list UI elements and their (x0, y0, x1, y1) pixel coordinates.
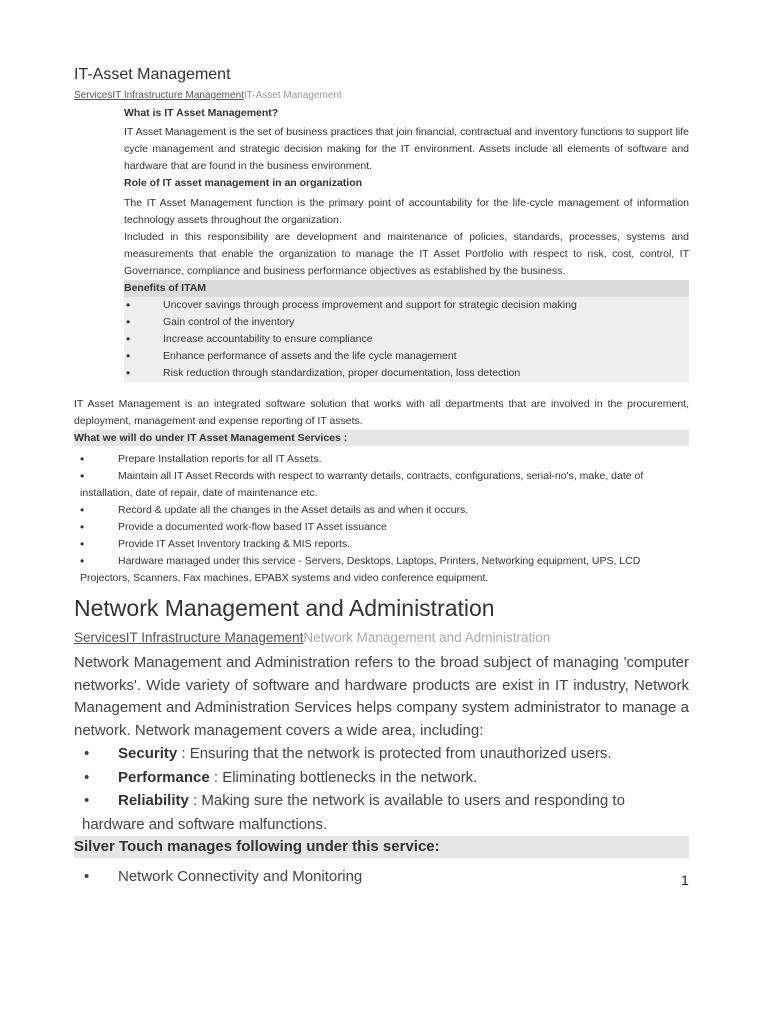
itam-title: IT-Asset Management (74, 66, 231, 83)
list-item-performance (82, 766, 689, 790)
list-item: • Record & update all the changes in the Asset details as and when it occurs. (80, 502, 690, 519)
breadcrumb-infra-link[interactable]: IT Infrastructure Management (112, 90, 244, 101)
list-item-reliability (82, 789, 689, 813)
list-item-connectivity: • Network Connectivity and Monitoring (82, 866, 362, 888)
breadcrumb-current: Network Management and Administration (303, 630, 551, 645)
benefits-box (124, 280, 689, 382)
list-item: • Maintain all IT Asset Records with respect to warranty details, contracts, configurations, serial-no's, make, date of (80, 468, 690, 485)
role-heading: Role of IT asset management in an organization (124, 177, 363, 189)
what-heading: What is IT Asset Management? (124, 107, 279, 119)
breadcrumb-current: IT-Asset Management (243, 90, 342, 101)
silver-touch-heading: Silver Touch manages following under this service: (74, 836, 689, 858)
nma-breadcrumb (74, 630, 550, 645)
benefits-list (124, 297, 689, 382)
term-reliability: Reliability (118, 792, 189, 809)
nma-intro: Network Management and Administration refers to the broad subject of managing 'computer networks'. Wide variety of software and hardware products are exist in IT industry, Network Management and Administration Services helps company system administrator to manage a network. Network management covers a wide area, including: (74, 654, 689, 739)
list-item: • Increase accountability to ensure compliance (124, 331, 689, 348)
list-item: • Prepare Installation reports for all IT Assets. (80, 451, 690, 468)
list-item-continuation: Projectors, Scanners, Fax machines, EPABX systems and video conference equipment. (80, 572, 489, 584)
list-item: • Risk reduction through standardization, proper documentation, loss detection (124, 365, 689, 382)
desc-reliability: : Making sure the network is available to users and responding to (188, 792, 625, 809)
itam-breadcrumb (74, 90, 342, 101)
list-item: • Uncover savings through process improvement and support for strategic decision making (124, 297, 689, 314)
what-text: IT Asset Management is the set of business practices that join financial, contractual and inventory functions to support life cycle management and strategic decision making for the IT environment. Assets include all elements of software and hardware that are found in the business environment. (124, 126, 689, 172)
list-item-security (82, 742, 689, 766)
page-number: 1 (681, 872, 689, 888)
breadcrumb-infra-link[interactable]: IT Infrastructure Management (125, 630, 304, 645)
breadcrumb-services-link[interactable]: Services (74, 630, 126, 645)
desc-security: : Ensuring that the network is protected from unauthorized users. (177, 745, 612, 762)
list-item: • Hardware managed under this service - Servers, Desktops, Laptops, Printers, Networking equipment, UPS, LCD (80, 553, 690, 570)
itam-summary: IT Asset Management is an integrated software solution that works with all departments that are involved in the procurement, deployment, management and expense reporting of IT assets. (74, 398, 689, 427)
itam-what-section (124, 105, 689, 280)
services-heading: What we will do under IT Asset Management Services : (74, 430, 689, 446)
services-list (80, 451, 690, 587)
nma-title: Network Management and Administration (74, 595, 495, 621)
term-security: Security (118, 745, 178, 762)
term-performance: Performance (118, 768, 210, 786)
list-item-continuation: installation, date of repair, date of maintenance etc. (80, 487, 318, 499)
breadcrumb-services-link[interactable]: Services (74, 90, 113, 101)
list-item: • Enhance performance of assets and the life cycle management (124, 348, 689, 365)
desc-performance: : Eliminating bottlenecks in the network. (209, 768, 478, 786)
list-item: • Provide a documented work-flow based IT Asset issuance (80, 519, 690, 536)
benefits-heading: Benefits of ITAM (124, 280, 689, 297)
list-item-continuation: hardware and software malfunctions. (82, 815, 328, 833)
list-item: • Gain control of the inventory (124, 314, 689, 331)
nma-list (82, 742, 689, 836)
role-text-2: Included in this responsibility are development and maintenance of policies, standards, processes, systems and measurements that enable the organization to manage the IT Asset Portfolio with respect to risk, cost, control, IT Governance, compliance and business performance objectives as established by the business. (124, 231, 689, 277)
list-item: • Provide IT Asset Inventory tracking & MIS reports. (80, 536, 690, 553)
role-text-1: The IT Asset Management function is the primary point of accountability for the life-cycle management of information technology assets throughout the organization. (124, 197, 689, 226)
